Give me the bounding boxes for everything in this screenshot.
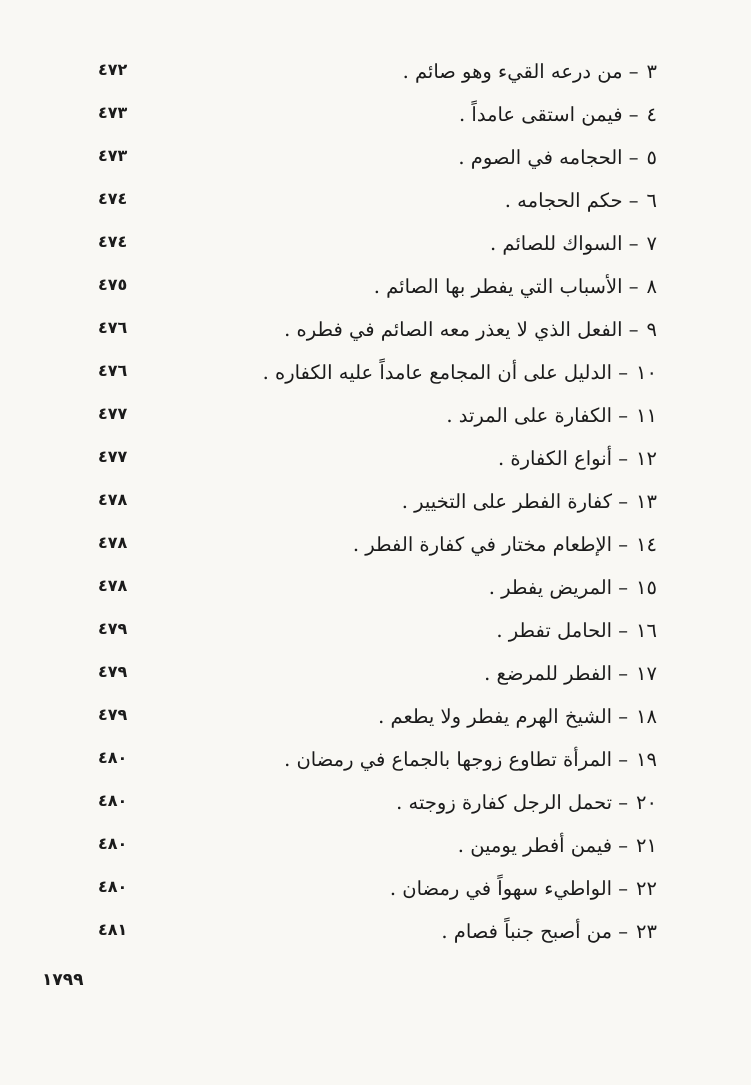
toc-entry-title: كفارة الفطر على التخيير . xyxy=(401,490,613,513)
toc-entry-title: الدليل على أن المجامع عامداً عليه الكفاره . xyxy=(262,361,613,384)
toc-entry-text xyxy=(390,867,657,910)
toc-entry-text xyxy=(402,480,657,523)
toc-entry-number: ٦ xyxy=(646,189,657,212)
toc-entry-number: ٢١ xyxy=(636,834,657,857)
toc-entry-separator: – xyxy=(612,877,629,900)
toc-entry-page-number: ٤٧٣ xyxy=(98,103,128,122)
toc-entry-separator: – xyxy=(612,705,629,728)
toc-entry-title: الأسباب التي يفطر بها الصائم . xyxy=(373,275,623,298)
toc-entry-number: ١٤ xyxy=(636,533,657,556)
toc-entry-page-number: ٤٧٧ xyxy=(98,447,128,466)
toc-entry-title: تحمل الرجل كفارة زوجته . xyxy=(396,791,613,814)
toc-entry-text xyxy=(396,781,657,824)
toc-entry-title: فيمن استقى عامداً . xyxy=(459,103,623,126)
toc-entry-title: السواك للصائم . xyxy=(489,232,623,255)
toc-entry-page-number: ٤٧٢ xyxy=(98,60,128,79)
toc-entry-text xyxy=(484,652,657,695)
toc-entry-title: الإطعام مختار في كفارة الفطر . xyxy=(352,533,613,556)
toc-entry xyxy=(0,910,751,953)
toc-entry-title: المريض يفطر . xyxy=(488,576,613,599)
toc-entry xyxy=(0,609,751,652)
toc-entry xyxy=(0,566,751,609)
toc-entry-text xyxy=(284,738,657,781)
page-number: ١٧٩٩ xyxy=(42,970,84,990)
toc-entry-separator: – xyxy=(612,619,629,642)
toc-entry xyxy=(0,695,751,738)
toc-entry-page-number: ٤٧٨ xyxy=(98,490,128,509)
toc-entry-text xyxy=(489,566,657,609)
toc-entry-separator: – xyxy=(622,60,639,83)
toc-entry-number: ١٢ xyxy=(636,447,657,470)
toc-entry-title: الواطيء سهواً في رمضان . xyxy=(389,877,613,900)
toc-entry xyxy=(0,308,751,351)
toc-entry-separator: – xyxy=(622,318,639,341)
toc-entry-text xyxy=(446,394,657,437)
toc-entry-title: أنواع الكفارة . xyxy=(497,447,613,470)
toc-entry-text xyxy=(403,50,657,93)
toc-entry xyxy=(0,437,751,480)
toc-entry xyxy=(0,738,751,781)
toc-entry-number: ١٩ xyxy=(636,748,657,771)
toc-entry-title: من درعه القيء وهو صائم . xyxy=(402,60,623,83)
toc-entry-number: ٢٢ xyxy=(636,877,657,900)
toc-entry xyxy=(0,93,751,136)
toc-entry xyxy=(0,179,751,222)
toc-entry xyxy=(0,523,751,566)
toc-entry-text xyxy=(353,523,657,566)
toc-entry-text xyxy=(490,222,657,265)
toc-entry-page-number: ٤٧٩ xyxy=(98,619,128,638)
table-of-contents xyxy=(0,50,751,953)
toc-entry-separator: – xyxy=(612,490,629,513)
toc-entry-text xyxy=(441,910,657,953)
toc-entry-title: الكفارة على المرتد . xyxy=(446,404,613,427)
toc-entry-separator: – xyxy=(612,576,629,599)
toc-entry-page-number: ٤٨١ xyxy=(98,920,128,939)
toc-entry-text xyxy=(284,308,657,351)
toc-entry xyxy=(0,222,751,265)
toc-entry-page-number: ٤٧٣ xyxy=(98,146,128,165)
toc-entry-page-number: ٤٨٠ xyxy=(98,877,128,896)
toc-entry-number: ١٥ xyxy=(636,576,657,599)
toc-entry-separator: – xyxy=(612,748,629,771)
toc-entry-separator: – xyxy=(612,834,629,857)
toc-entry-number: ٥ xyxy=(646,146,657,169)
toc-entry-number: ٢٠ xyxy=(636,791,657,814)
toc-entry-title: الفعل الذي لا يعذر معه الصائم في فطره . xyxy=(284,318,623,341)
toc-entry-number: ٢٣ xyxy=(636,920,657,943)
toc-entry xyxy=(0,867,751,910)
toc-entry-page-number: ٤٧٦ xyxy=(98,318,128,337)
toc-entry xyxy=(0,265,751,308)
toc-entry-separator: – xyxy=(612,361,629,384)
toc-entry-page-number: ٤٧٩ xyxy=(98,662,128,681)
toc-entry-page-number: ٤٧٤ xyxy=(98,189,128,208)
toc-entry-text xyxy=(374,265,657,308)
toc-entry-separator: – xyxy=(622,146,639,169)
toc-entry-title: فيمن أفطر يومين . xyxy=(457,834,613,857)
toc-entry-page-number: ٤٨٠ xyxy=(98,791,128,810)
toc-entry-text xyxy=(263,351,657,394)
toc-entry-number: ١٦ xyxy=(636,619,657,642)
toc-entry-page-number: ٤٨٠ xyxy=(98,834,128,853)
toc-entry xyxy=(0,652,751,695)
toc-entry-separator: – xyxy=(622,189,639,212)
toc-entry-page-number: ٤٧٦ xyxy=(98,361,128,380)
toc-entry-page-number: ٤٧٥ xyxy=(98,275,128,294)
toc-entry-number: ٣ xyxy=(646,60,657,83)
toc-entry-title: الشيخ الهرم يفطر ولا يطعم . xyxy=(378,705,613,728)
toc-entry-number: ٧ xyxy=(646,232,657,255)
toc-entry-separator: – xyxy=(622,275,639,298)
toc-entry-separator: – xyxy=(622,232,639,255)
toc-entry xyxy=(0,824,751,867)
toc-entry-title: المرأة تطاوع زوجها بالجماع في رمضان . xyxy=(284,748,613,771)
toc-entry-number: ٩ xyxy=(646,318,657,341)
toc-entry-text xyxy=(459,93,657,136)
toc-entry-page-number: ٤٧٨ xyxy=(98,533,128,552)
toc-entry-separator: – xyxy=(622,103,639,126)
toc-entry-separator: – xyxy=(612,791,629,814)
toc-entry-title: حكم الحجامه . xyxy=(504,189,623,212)
toc-entry-separator: – xyxy=(612,920,629,943)
toc-entry-text xyxy=(458,136,657,179)
toc-entry-number: ١٨ xyxy=(636,705,657,728)
toc-entry-page-number: ٤٧٧ xyxy=(98,404,128,423)
toc-entry-number: ٨ xyxy=(646,275,657,298)
toc-entry-page-number: ٤٧٩ xyxy=(98,705,128,724)
toc-entry-title: الفطر للمرضع . xyxy=(484,662,613,685)
toc-entry-text xyxy=(498,437,657,480)
toc-entry-title: الحامل تفطر . xyxy=(496,619,613,642)
toc-entry xyxy=(0,50,751,93)
toc-entry-number: ١٠ xyxy=(636,361,657,384)
toc-entry-number: ١٣ xyxy=(636,490,657,513)
toc-entry-page-number: ٤٧٤ xyxy=(98,232,128,251)
toc-entry-page-number: ٤٧٨ xyxy=(98,576,128,595)
toc-entry-separator: – xyxy=(612,662,629,685)
toc-entry-text xyxy=(458,824,657,867)
toc-entry-separator: – xyxy=(612,447,629,470)
toc-entry-page-number: ٤٨٠ xyxy=(98,748,128,767)
toc-entry xyxy=(0,351,751,394)
toc-entry-separator: – xyxy=(612,404,629,427)
toc-entry xyxy=(0,781,751,824)
toc-entry xyxy=(0,394,751,437)
toc-entry-title: الحجامه في الصوم . xyxy=(458,146,623,169)
toc-entry-separator: – xyxy=(612,533,629,556)
toc-entry-text xyxy=(496,609,657,652)
toc-entry-text xyxy=(378,695,657,738)
toc-entry-text xyxy=(505,179,657,222)
toc-entry-title: من أصبح جنباً فصام . xyxy=(441,920,613,943)
toc-entry-number: ١٧ xyxy=(636,662,657,685)
toc-entry xyxy=(0,480,751,523)
toc-entry xyxy=(0,136,751,179)
toc-entry-number: ٤ xyxy=(646,103,657,126)
toc-entry-number: ١١ xyxy=(636,404,657,427)
